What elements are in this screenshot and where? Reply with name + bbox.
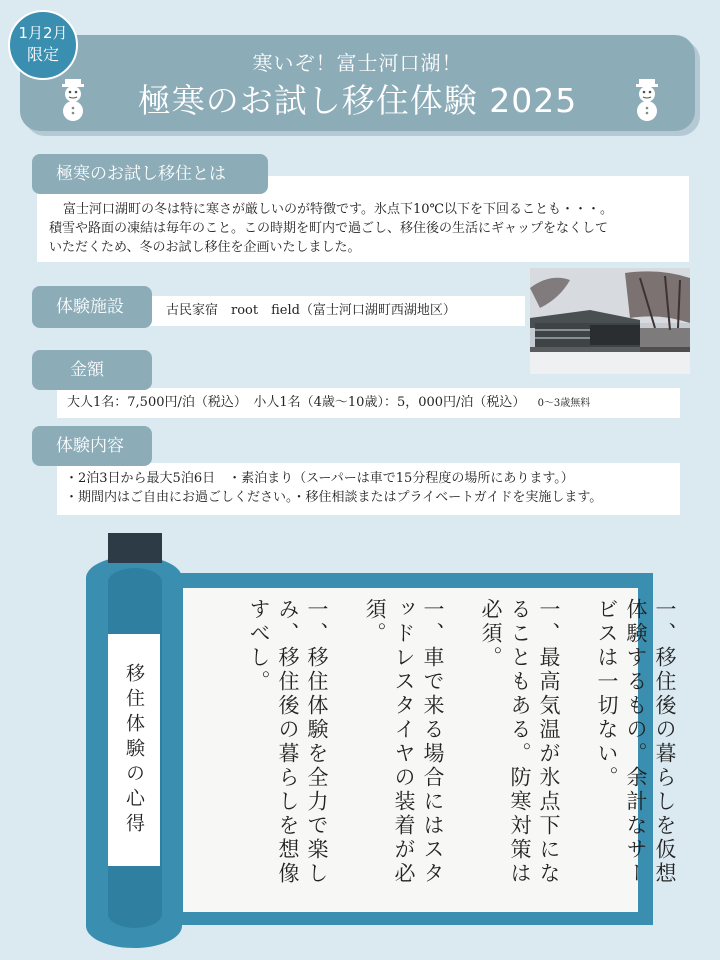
price-box: [57, 388, 680, 418]
title-banner: [20, 35, 695, 131]
scroll-label: 移住体験の心得: [108, 634, 160, 866]
banner-subtitle: 寒いぞ！富士河口湖！: [252, 51, 463, 75]
facility-box: [150, 296, 525, 326]
rule-3: 一、車で来る場合にはスタッドレスタイヤの装着が必須。: [363, 598, 445, 886]
price-heading: 金額: [32, 350, 152, 390]
badge-limited: 限定: [26, 45, 59, 64]
snowman-icon-left: [58, 79, 88, 121]
rule-2: 一、最高気温が氷点下になることもある。防寒対策は必須。: [479, 598, 561, 886]
content-line-2: ・期間内はご自由にお過ごしください。・移住相談またはプライベートガイドを実施します。: [65, 490, 603, 505]
rule-4: 一、移住体験を全力で楽しみ、移住後の暮らしを想像すべし。: [247, 598, 329, 886]
about-line-2: 積雪や路面の凍結は毎年のこと。この時期を町内で過ごし、移住後の生活にギャップをなくして: [49, 221, 609, 236]
about-heading: 極寒のお試し移住とは: [32, 154, 268, 194]
scroll-rod: [108, 533, 162, 563]
facility-photo: [530, 268, 690, 374]
facility-heading: 体験施設: [32, 286, 152, 328]
content-line-1: ・2泊3日から最大5泊6日 ・素泊まり（スーパーは車で15分程度の場所にあります。）: [65, 471, 574, 486]
price-text: 大人1名：7,500円/泊（税込） 小人1名（4歳～10歳）：5，000円/泊（税込）: [67, 395, 526, 410]
rule-1: 一、移住後の暮らしを仮想体験するもの。余計なサービスは一切ない。: [595, 598, 677, 886]
facility-text: 古民家宿 root field（富士河口湖町西湖地区）: [166, 303, 456, 318]
content-box: [57, 463, 680, 515]
snowman-icon-right: [632, 79, 662, 121]
about-line-3: いただくため、冬のお試し移住を企画いたしました。: [49, 240, 361, 255]
banner-title: 極寒のお試し移住体験 2025: [137, 81, 578, 120]
about-line-1: 富士河口湖町の冬は特に寒さが厳しいのが特徴です。氷点下10℃以下を下回ることも・・・。: [63, 202, 614, 217]
content-heading: 体験内容: [32, 426, 152, 466]
badge-months: 1月2月: [18, 24, 68, 42]
price-note: 0～3歳無料: [537, 398, 591, 409]
limited-badge: [8, 10, 78, 80]
